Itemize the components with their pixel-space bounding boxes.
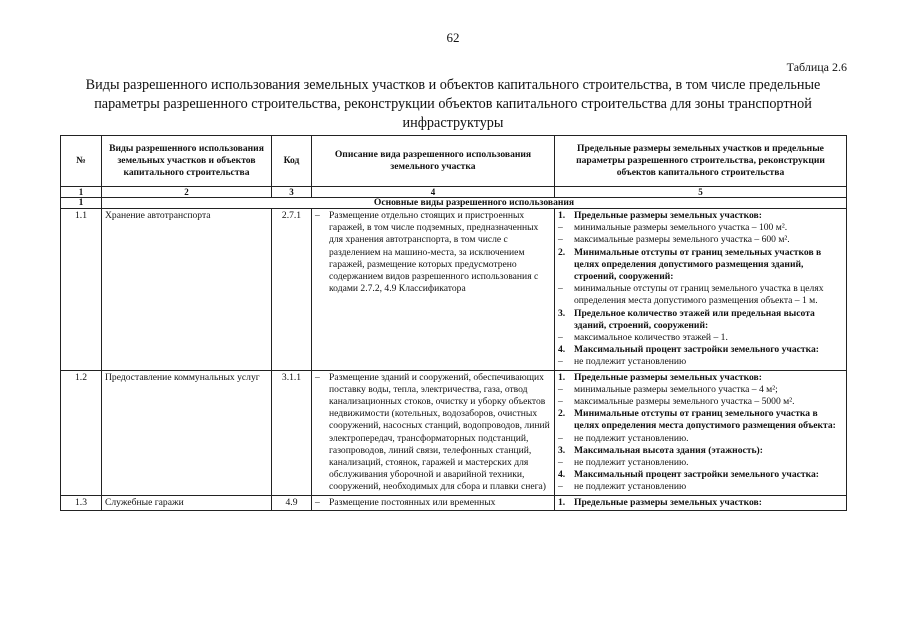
parameter-heading xyxy=(558,372,843,384)
dash-marker: – xyxy=(558,332,563,344)
section-number: 1 xyxy=(61,198,102,209)
column-number: 4 xyxy=(312,187,555,198)
parameter-title: Предельные размеры земельных участков: xyxy=(574,496,762,508)
section-title: Основные виды разрешенного использования xyxy=(102,198,847,209)
row-number: 1.3 xyxy=(61,495,102,510)
parameter-item xyxy=(558,396,843,408)
parameter-heading xyxy=(558,469,843,481)
parameter-number: 1. xyxy=(558,371,566,383)
parameter-title: Максимальный процент застройки земельного участка: xyxy=(574,344,819,356)
table-row xyxy=(61,495,847,510)
dash-marker: – xyxy=(558,356,563,368)
parameter-heading xyxy=(558,247,843,284)
parameter-value: не подлежит установлению xyxy=(574,481,687,493)
parameter-heading xyxy=(558,445,843,457)
header-params: Предельные размеры земельных участков и предельные параметры разрешенного строительства, реконструкции объектов капитального строительства xyxy=(555,136,847,187)
parameter-item xyxy=(558,356,843,368)
header-code: Код xyxy=(272,136,312,187)
parameter-value: максимальные размеры земельного участка – 5000 м². xyxy=(574,396,795,408)
parameter-item xyxy=(558,283,843,307)
parameter-number: 1. xyxy=(558,496,566,508)
parameter-item xyxy=(558,481,843,493)
page-number: 62 xyxy=(446,30,460,45)
row-parameters xyxy=(555,209,847,371)
table-header-row xyxy=(61,136,847,187)
dash-marker: – xyxy=(315,496,320,508)
dash-marker: – xyxy=(558,396,563,408)
row-code: 4.9 xyxy=(272,495,312,510)
description-line xyxy=(315,497,551,509)
dash-marker: – xyxy=(558,283,563,295)
description-text: Размещение отдельно стоящих и пристроенных гаражей, в том числе подземных, предназначенных для хранения автотранспорта, в том числе с разделением на машино-места, за исключением гаражей, размещение которых предусмотрено содержанием видов разрешенного использования с кодами 2.7.2, 4.9 Классификатора xyxy=(329,210,539,295)
parameter-number: 3. xyxy=(558,444,566,456)
parameter-heading xyxy=(558,408,843,432)
column-number: 2 xyxy=(102,187,272,198)
parameter-value: максимальное количество этажей – 1. xyxy=(574,332,728,344)
table-title: Виды разрешенного использования земельных участков и объектов капитального строительства, в том числе предельные параметры разрешенного строительства, реконструкции объектов капитального строительства для зоны транспортной инфраструктуры xyxy=(85,77,821,131)
parameter-value: минимальные размеры земельного участка – 100 м². xyxy=(574,222,788,234)
parameter-number: 4. xyxy=(558,344,566,356)
parameter-number: 4. xyxy=(558,469,566,481)
header-desc: Описание вида разрешенного использования земельного участка xyxy=(312,136,555,187)
row-parameters xyxy=(555,370,847,495)
dash-marker: – xyxy=(558,383,563,395)
parameter-item xyxy=(558,384,843,396)
column-number: 1 xyxy=(61,187,102,198)
parameter-title: Предельные размеры земельных участков: xyxy=(574,210,762,221)
column-numbers-row xyxy=(61,187,847,198)
table-row xyxy=(61,370,847,495)
table-label: Таблица 2.6 xyxy=(786,60,847,74)
dash-marker: – xyxy=(558,481,563,493)
description-line xyxy=(315,372,551,494)
row-parameters xyxy=(555,495,847,510)
parameter-item xyxy=(558,433,843,445)
row-description xyxy=(312,370,555,495)
dash-marker: – xyxy=(558,432,563,444)
description-text: Размещение зданий и сооружений, обеспечивающих поставку воды, тепла, электричества, газа, отвод канализационных стоков, очистку и уборку объектов недвижимости (котельных, водозаборов, очистных сооружений, насосных станций, водопроводов, линий электропередач, трансформаторных подстанций, газопроводов, линий связи, телефонных станций, канализаций, стоянок, гаражей и мастерских для обслуживания уборочной и аварийной техники, сооружений, необходимых для сбора и плавки снега) xyxy=(329,371,550,493)
parameter-title: Минимальные отступы от границ земельных участков в целях определения допустимого размещения зданий, строений, сооружений: xyxy=(574,246,822,283)
row-code: 2.7.1 xyxy=(272,209,312,371)
parameter-value: максимальные размеры земельного участка – 600 м². xyxy=(574,234,790,246)
parameter-heading xyxy=(558,308,843,332)
parameter-item xyxy=(558,457,843,469)
row-use-name: Служебные гаражи xyxy=(102,495,272,510)
dash-marker: – xyxy=(558,222,563,234)
parameter-title: Максимальная высота здания (этажность): xyxy=(574,444,763,456)
parameter-item xyxy=(558,222,843,234)
parameter-title: Предельные размеры земельных участков: xyxy=(574,371,762,383)
parameter-number: 1. xyxy=(558,210,566,221)
parameter-number: 3. xyxy=(558,307,566,319)
parameter-heading xyxy=(558,210,843,222)
description-line xyxy=(315,210,551,295)
parameter-value: минимальные отступы от границ земельного участка в целях определения места допустимого размещения объекта – 1 м. xyxy=(574,283,824,307)
description-text: Размещение постоянных или временных xyxy=(329,496,496,508)
parameter-heading xyxy=(558,344,843,356)
parameter-title: Предельное количество этажей или предельная высота зданий, строений, сооружений: xyxy=(574,307,815,331)
dash-marker: – xyxy=(315,371,320,383)
row-use-name: Предоставление коммунальных услуг xyxy=(102,370,272,495)
parameter-title: Минимальные отступы от границ земельного участка в целях определения места допустимого размещения объекта: xyxy=(574,408,836,432)
header-num: № xyxy=(61,136,102,187)
dash-marker: – xyxy=(558,234,563,246)
parameter-number: 2. xyxy=(558,246,566,258)
section-row xyxy=(61,198,847,209)
row-description xyxy=(312,209,555,371)
parameter-item xyxy=(558,234,843,246)
column-number: 5 xyxy=(555,187,847,198)
row-number: 1.1 xyxy=(61,209,102,371)
parameter-value: минимальные размеры земельного участка – 4 м²; xyxy=(574,383,778,395)
parameter-value: не подлежит установлению. xyxy=(574,457,689,469)
zoning-table xyxy=(60,135,847,511)
parameter-value: не подлежит установлению. xyxy=(574,432,689,444)
row-description xyxy=(312,495,555,510)
row-code: 3.1.1 xyxy=(272,370,312,495)
row-number: 1.2 xyxy=(61,370,102,495)
column-number: 3 xyxy=(272,187,312,198)
dash-marker: – xyxy=(315,210,320,221)
row-use-name: Хранение автотранспорта xyxy=(102,209,272,371)
parameter-number: 2. xyxy=(558,408,566,420)
parameter-item xyxy=(558,332,843,344)
parameter-heading xyxy=(558,497,843,509)
parameter-title: Максимальный процент застройки земельного участка: xyxy=(574,469,819,481)
parameter-value: не подлежит установлению xyxy=(574,356,687,368)
table-row xyxy=(61,209,847,371)
dash-marker: – xyxy=(558,457,563,469)
header-name: Виды разрешенного использования земельных участков и объектов капитального строительства xyxy=(102,136,272,187)
